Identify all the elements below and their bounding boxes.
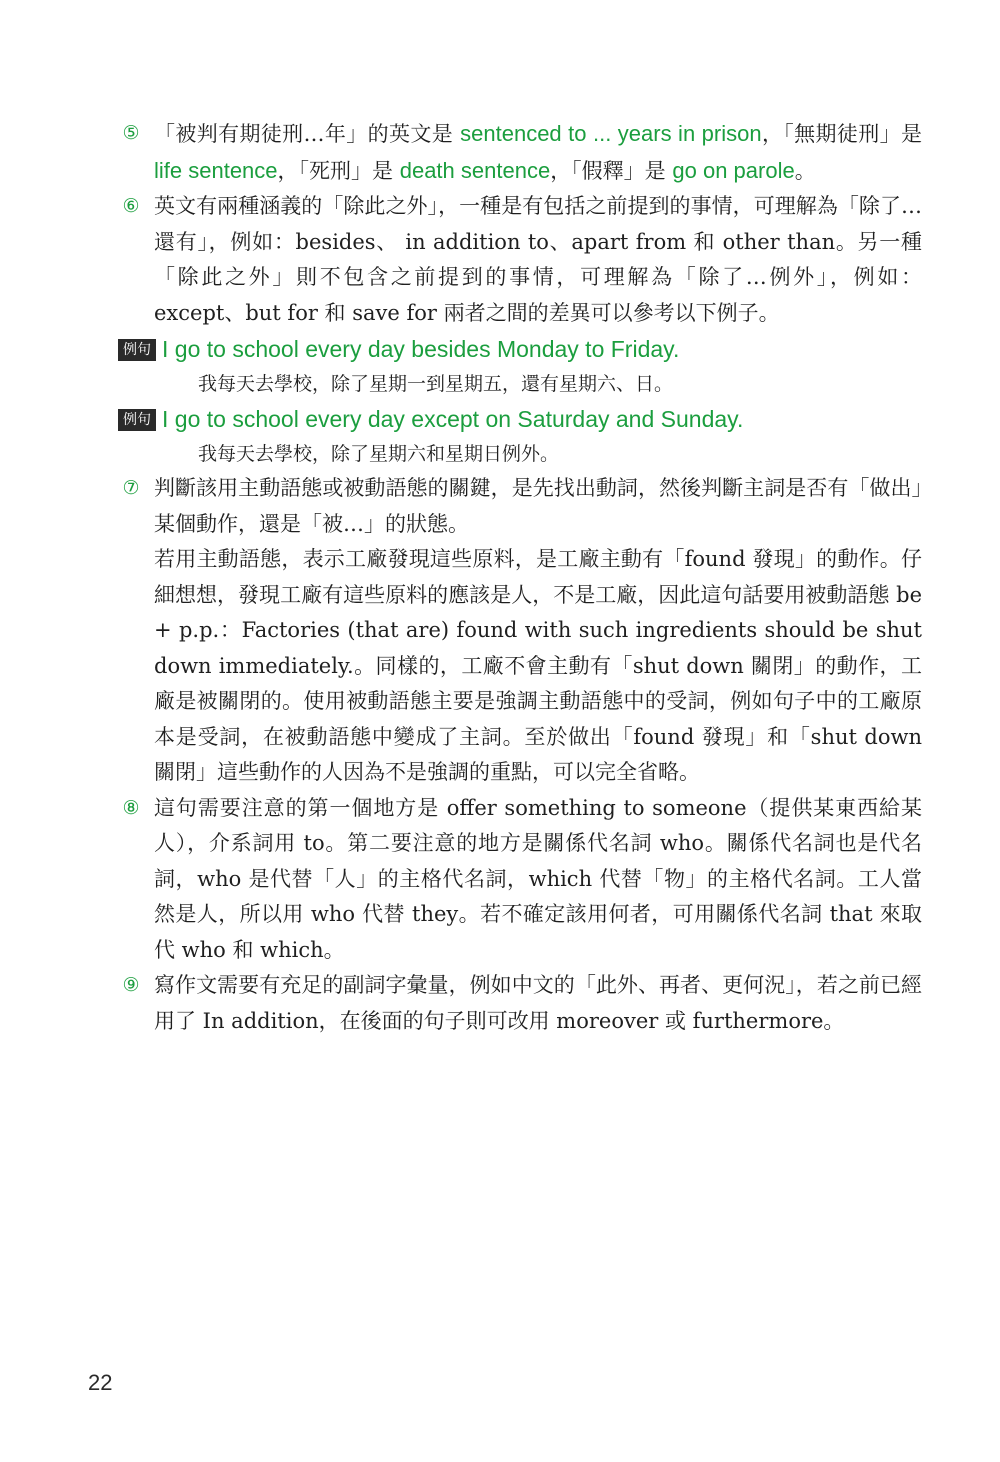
example-1-translation: 我每天去學校，除了星期一到星期五，還有星期六、日。 bbox=[198, 373, 674, 395]
note-5-text-2: ，「無期徒刑」是 bbox=[761, 122, 922, 146]
note-7-paragraph-1: 判斷該用主動語態或被動語態的關鍵，是先找出動詞，然後判斷主詞是否有「做出」某個動作，還是「被…」的狀態。 bbox=[154, 476, 922, 536]
note-7-paragraph-2: 若用主動語態，表示工廠發現這些原料，是工廠主動有「found 發現」的動作。仔細想想，發現工廠有這些原料的應該是人，不是工廠，因此這句話要用被動語態 be + p.p.：Factories (that are) found with such ingredients should be shut down immediately.。同樣的，工廠不會主動有「shut down 關閉」的動作，工廠是被關閉的。使用被動語態主要是強調主動語態中的受詞，例如句子中的工廠原本是受詞，在被動語態中變成了主詞。至於做出「found 發現」和「shut down 關閉」這些動作的人因為不是強調的重點，可以完全省略。 bbox=[154, 547, 922, 784]
example-2-english: I go to school every day except on Saturday and Sunday. bbox=[162, 406, 744, 432]
note-9 bbox=[118, 968, 922, 1039]
term-life-sentence: life sentence bbox=[154, 157, 278, 183]
note-number-9: ⑨ bbox=[122, 974, 140, 996]
note-6 bbox=[118, 189, 922, 331]
note-5-text-3: ，「死刑」是 bbox=[277, 158, 400, 183]
example-2 bbox=[118, 401, 922, 437]
example-2-translation: 我每天去學校，除了星期六和星期日例外。 bbox=[198, 443, 560, 465]
note-8 bbox=[118, 791, 922, 969]
page-number: 22 bbox=[88, 1370, 113, 1395]
note-number-5: ⑤ bbox=[122, 122, 140, 144]
note-8-text: 這句需要注意的第一個地方是 offer something to someone（提供某東西給某人），介系詞用 to。第二要注意的地方是關係代名詞 who。關係代名詞也是代名詞，who 是代替「人」的主格代名詞，which 代替「物」的主格代名詞。工人當然是人，所以用 who 代替 they。若不確定該用何者，可用關係代名詞 that 來取代 who 和 which。 bbox=[154, 795, 922, 962]
note-9-text: 寫作文需要有充足的副詞字彙量，例如中文的「此外、再者、更何況」，若之前已經用了 In addition，在後面的句子則可改用 moreover 或 furthermore。 bbox=[154, 973, 922, 1033]
example-1 bbox=[118, 331, 922, 367]
note-5 bbox=[118, 116, 922, 189]
note-number-6: ⑥ bbox=[122, 195, 140, 217]
note-6-text: 英文有兩種涵義的「除此之外」，一種是有包括之前提到的事情，可理解為「除了…還有」，例如：besides、 in addition to、apart from 和 other than。另一種「除此之外」則不包含之前提到的事情，可理解為「除了…例外」，例如：except、but for 和 save for 兩者之間的差異可以參考以下例子。 bbox=[154, 194, 922, 325]
term-sentenced: sentenced to ... years in prison bbox=[460, 121, 762, 146]
note-5-text-5: 。 bbox=[794, 158, 816, 183]
note-number-8: ⑧ bbox=[122, 796, 140, 819]
note-5-text-4: ，「假釋」是 bbox=[550, 158, 673, 183]
example-tag-1: 例句 bbox=[118, 339, 156, 361]
term-death-sentence: death sentence bbox=[399, 157, 551, 183]
page-content bbox=[118, 116, 922, 1039]
note-5-text-1: 「被判有期徒刑…年」的英文是 bbox=[154, 122, 461, 146]
example-tag-2: 例句 bbox=[118, 409, 156, 431]
term-parole: go on parole bbox=[672, 157, 795, 183]
example-1-english: I go to school every day besides Monday to Friday. bbox=[162, 336, 680, 362]
note-number-7: ⑦ bbox=[122, 477, 140, 499]
note-7 bbox=[118, 471, 922, 791]
